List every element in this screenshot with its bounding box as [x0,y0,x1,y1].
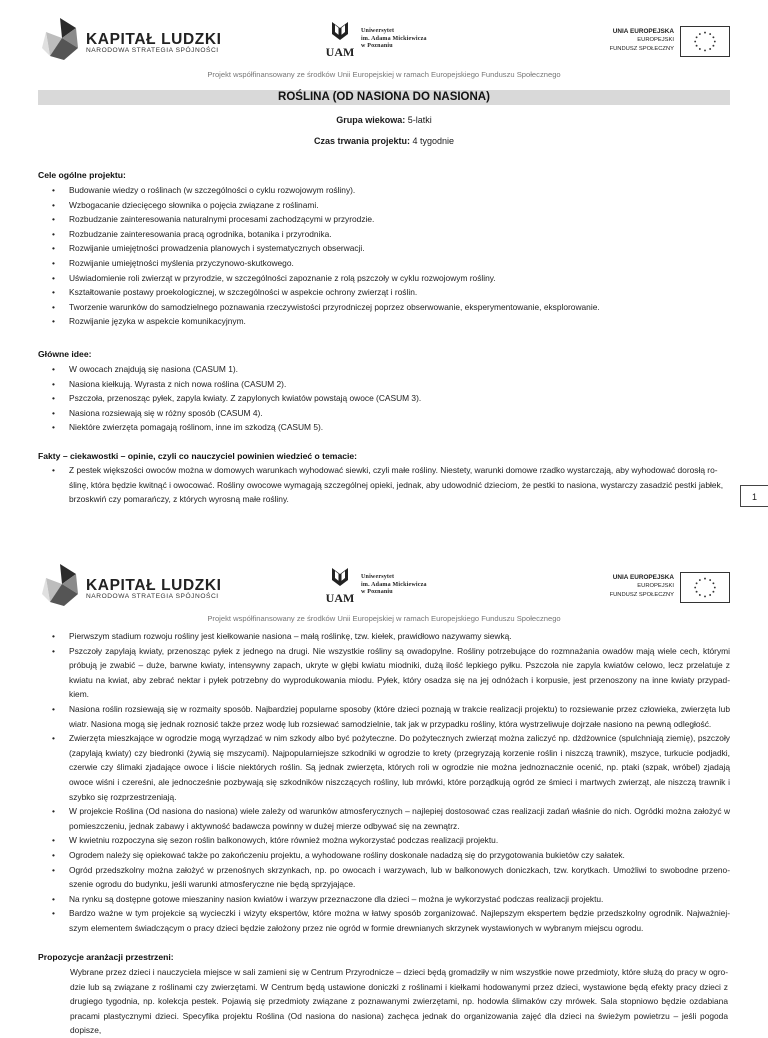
uam-line-2: im. Adama Mickiewicza [361,581,427,588]
ideas-list [38,362,730,435]
list-item: • Kształtowanie postawy proekologicznej, w szczególności w aspekcie ochrony zwierząt i roślin. [38,285,730,300]
list-item: • Pszczoły zapylają kwiaty, przenosząc pyłek z jednego na drugi. Nie wszystkie rośliny są owadopylne. Rośliny potrzebujące do rozmnażania owadów mają wiele cech, którymi próbują je zwabić – duże, barwne kwiaty, intensywny zapach, ukryte w głębi kwiatu miodniki, dużą ilość lepkiego pyłku. Pszczoła nie zapyla kwiatów celowo, lecz przelatuje z kwiatu na kwiat, aby zebrać nektar i pyłek potrzebny do wyprodukowania miodu. Pyłek, który osadza się na jej odnóżach i korpusie, jest przenoszony na inne kwiaty przypad-kiem. [38,644,730,702]
kapital-ludzki-title: KAPITAŁ LUDZKI [86,31,222,48]
arrangement-heading: Propozycje aranżacji przestrzeni: [38,952,174,962]
list-item: • Rozbudzanie zainteresowania naturalnymi procesami zachodzącymi w przyrodzie. [38,212,730,227]
uam-name-text [361,574,427,597]
list-item: • Rozwijanie umiejętności myślenia przyczynowo-skutkowego. [38,256,730,271]
list-item: • Pierwszym stadium rozwoju rośliny jest kiełkowanie nasiona – małą roślinkę, tzw. kiełek, prawidłowo nazywamy siewką. [38,629,730,644]
eu-line-1: UNIA EUROPEJSKA [612,28,674,35]
eu-line-1: UNIA EUROPEJSKA [612,574,674,581]
page-header [0,0,768,80]
uam-line-3: w Poznaniu [361,43,393,50]
eu-line-3: FUNDUSZ SPOŁECZNY [609,591,674,598]
uam-line-1: Uniwersytet [361,574,395,580]
uam-line-1: Uniwersytet [361,28,395,34]
list-item: • Rozwijanie umiejętności prowadzenia planowych i systematycznych obserwacji. [38,241,730,256]
page-number: 1 [740,485,768,507]
list-item: • Ogrodem należy się opiekować także po zakończeniu projektu, a wyhodowane rośliny doskonale nadadzą się do przygotowania bukietów czy sałatek. [38,848,730,863]
list-item: • W owocach znajdują się nasiona (CASUM 1). [38,362,730,377]
cofinance-note: Projekt współfinansowany ze środków Unii Europejskiej w ramach Europejskiego Funduszu Społecznego [207,614,561,623]
list-item: • Rozwijanie języka w aspekcie komunikacyjnym. [38,314,730,329]
list-item: • W projekcie Roślina (Od nasiona do nasiona) wiele zależy od warunków atmosferycznych – najlepiej dostosować czas realizacji zadań właśnie do nich. Ogródki można założyć w pomieszczeniu, jednak zabawy i aktywność badawcza powinny w dużej mierze odbywać się na zewnątrz. [38,804,730,833]
eu-line-2: EUROPEJSKI [637,37,674,44]
list-item: • Zwierzęta mieszkające w ogrodzie mogą wyrządzać w nim szkody albo być pożyteczne. Do pożytecznych zwierząt można zaliczyć np. dżdżownice (spulchniają ziemię), pszczoły (zapylają kwiaty) czy biedronki (żywią się mszycami). Najpopularniejsze szkodniki w ogrodzie to krety (przegryzają korzenie roślin i niszczą trawnik), mszyce, turkucie podjadki, czerwie czy ślimaki zjadające owoce i liście niektórych roślin. Są jednak zwierzęta, których roli w ogrodzie nie można jednoznacznie ocenić, np. ptaki (szpak, wróbel) zjadają owoce wiśni i czereśni, ale jednocześnie pozbywają się szkodników niszczących rośliny, lub mrówki, które porządkują ogród ze śmieci i martwych zwierząt, ale niszczą trawnik i szybko się rozprzestrzeniają. [38,731,730,804]
list-item [38,463,730,507]
facts-line-2: ślinę, która będzie kwitnąć i owocować. Rośliny owocowe wymagają szczególnej opieki, jednak, aby udowodnić dzieciom, że pestki to nasiona, wystarczy zasadzić pestki jabłek, [69,479,724,490]
facts-line-3: brzoskwiń czy pomarańczy, z których wyrosną małe rośliny. [69,494,289,505]
goals-heading: Cele ogólne projektu: [38,170,126,180]
eu-name-text [602,574,674,599]
list-item: • Ogród przedszkolny można założyć w przenośnych skrzynkach, np. po owocach i warzywach, lub w balkonowych doniczkach, tzw. korytkach. Umożliwi to swobodne przeno-szenie ogrodu do budynku, jeśli warunki atmosferyczne nie będą sprzyjające. [38,863,730,892]
cofinance-note: Projekt współfinansowany ze środków Unii Europejskiej w ramach Europejskiego Funduszu Społecznego [207,70,561,79]
uam-line-2: im. Adama Mickiewicza [361,35,427,42]
kapital-ludzki-subtitle: NARODOWA STRATEGIA SPÓJNOŚCI [86,593,219,600]
uam-line-3: w Poznaniu [361,589,393,596]
eu-flag-icon [680,572,730,603]
duration-line [0,136,768,146]
facts-heading: Fakty – ciekawostki – opinie, czyli co nauczyciel powinien wiedzieć o temacie: [38,451,358,461]
facts-continued-list [38,629,730,935]
goals-list [38,183,730,329]
list-item: • Nasiona rozsiewają się w różny sposób (CASUM 4). [38,406,730,421]
facts-line-1: • Z pestek większości owoców można w domowych warunkach wyhodować siewki, czyli małe rośliny. Niestety, warunki domowe rzadko wystarczają, aby wyhodować dorosłą ro- [69,465,718,475]
list-item: • Bardzo ważne w tym projekcie są wycieczki i wizyty ekspertów, które można w łatwy sposób zorganizować. Najlepszym ekspertem będzie przedszkolny ogrodnik. Najważniej-szym elementem świadczącym o pracy dzieci będzie założony przez nie ogród w formie drewnianych skrzynek wystawionych w wybranym miejscu ogrodu. [38,906,730,935]
eu-line-3: FUNDUSZ SPOŁECZNY [609,45,674,52]
uam-name-text [361,28,427,51]
duration-value: 4 tygodnie [409,136,455,146]
list-item: • Tworzenie warunków do samodzielnego poznawania rzeczywistości przyrodniczej poprzez obserwowanie, eksperymentowanie, eksplorowanie. [38,300,730,315]
uam-crest-logo [326,20,354,64]
list-item: • Wzbogacanie dziecięcego słownika o pojęcia związane z roślinami. [38,198,730,213]
list-item: • W kwietniu rozpoczyna się sezon roślin balkonowych, które również można wykorzystać podczas realizacji projektu. [38,833,730,848]
duration-label: Czas trwania projektu: [313,136,410,146]
age-group-label: Grupa wiekowa: [336,115,406,125]
kapital-ludzki-logo [40,18,80,60]
uam-mark-text: UAM [326,591,354,605]
age-group-value: 5-latki [405,115,432,125]
page-header [0,560,768,640]
eu-line-2: EUROPEJSKI [637,583,674,590]
list-item: • Niektóre zwierzęta pomagają roślinom, inne im szkodzą (CASUM 5). [38,420,730,435]
document-title: ROŚLINA (OD NASIONA DO NASIONA) [38,90,730,105]
eu-name-text [602,28,674,53]
list-item: • Nasiona roślin rozsiewają się w rozmaity sposób. Najbardziej popularne sposoby (które dzieci poznają w trakcie realizacji projektu) to rozsiewanie przez człowieka, zwierzęta lub wiatr. Nasiona mogą się jednak roznosić także przez wodę lub rozsiewać samodzielnie, tak jak w przypadku rośliny, która wystrzeliwuje dojrzałe nasiono na pewną odległość. [38,702,730,731]
list-item: • Pszczoła, przenosząc pyłek, zapyla kwiaty. Z zapylonych kwiatów powstają owoce (CASUM 3). [38,391,730,406]
eu-flag-icon [680,26,730,57]
uam-mark-text: UAM [326,45,354,59]
ideas-heading: Główne idee: [38,349,92,359]
list-item: • Nasiona kiełkują. Wyrasta z nich nowa roślina (CASUM 2). [38,377,730,392]
document-page-2 [0,560,768,1036]
list-item: • Na rynku są dostępne gotowe mieszaniny nasion kwiatów i warzyw przeznaczone dla dzieci – można je wykorzystać podczas realizacji projektu. [38,892,730,907]
facts-list [38,463,730,507]
list-item: • Budowanie wiedzy o roślinach (w szczególności o cyklu rozwojowym rośliny). [38,183,730,198]
list-item: • Uświadomienie roli zwierząt w przyrodzie, w szczególności zapoznanie z rolą pszczoły w cyklu rozwojowym rośliny. [38,271,730,286]
age-group-line [0,115,768,125]
kapital-ludzki-subtitle: NARODOWA STRATEGIA SPÓJNOŚCI [86,47,219,54]
arrangement-paragraph: Wybrane przez dzieci i nauczyciela miejsce w sali zamieni się w Centrum Przyrodnicze – dzieci będą gromadziły w nim wszystkie nowe przedmioty, które służą do pracy w ogro-dzie lub są związane z roślinami czy zwierzętami. W Centrum będą ustawione doniczki z roślinami i kiełkami hodowanymi przez dzieci, wystawione będą efekty pracy dzieci z drugiego tygodnia, np. kolekcja pestek. Pojawią się przedmioty związane z poznawanymi zwierzętami, np. hodowla ślimaków czy mrówek. Sala stopniowo będzie ozdabiana pracami plastycznymi dzieci. Specyfika projektu Roślina (Od nasiona do nasiona) zachęca jednak do organizowania zajęć dla dzieci na świeżym powietrzu – jeśli pogoda dopisze, [70,967,728,1036]
uam-crest-logo [326,566,354,610]
page-gap [0,522,768,560]
list-item: • Rozbudzanie zainteresowania pracą ogrodnika, botanika i przyrodnika. [38,227,730,242]
kapital-ludzki-title: KAPITAŁ LUDZKI [86,577,222,594]
kapital-ludzki-logo [40,564,80,606]
